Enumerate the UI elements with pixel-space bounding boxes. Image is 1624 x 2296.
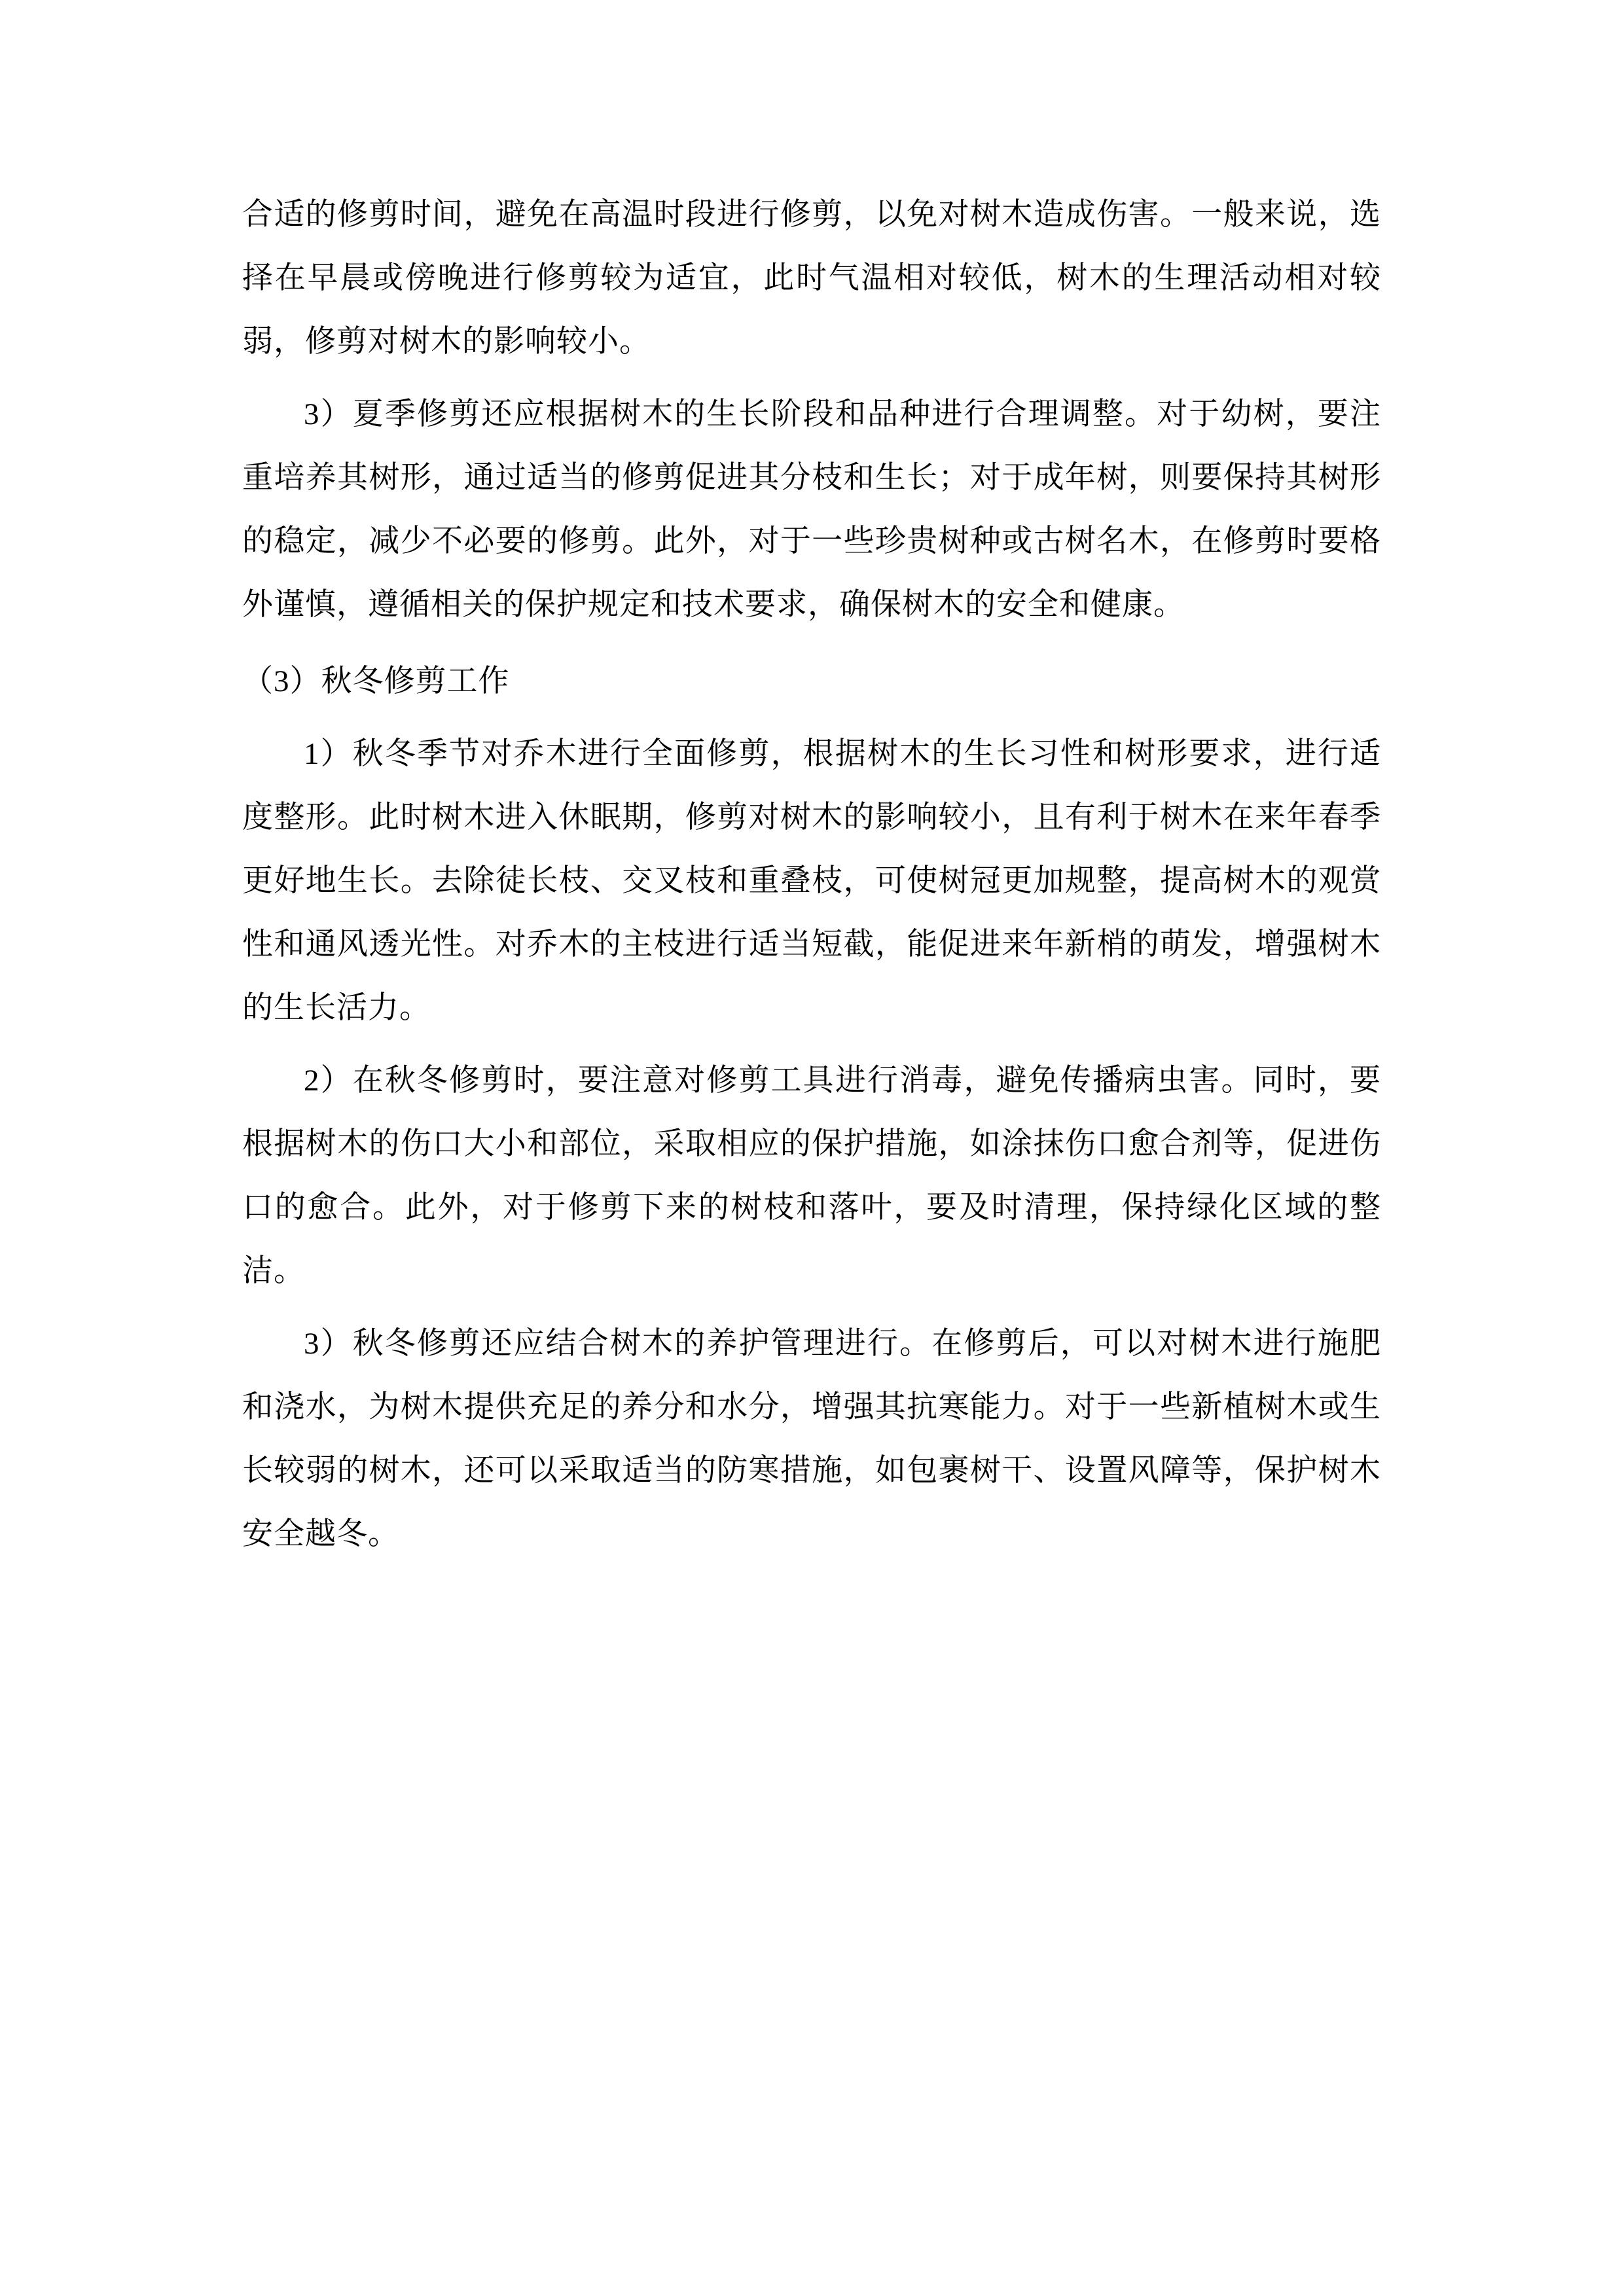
document-text-body <box>242 183 1381 1575</box>
paragraph-summer-item-3: 3）夏季修剪还应根据树木的生长阶段和品种进行合理调整。对于幼树，要注重培养其树形，通过适当的修剪促进其分枝和生长；对于成年树，则要保持其树形的稳定，减少不必要的修剪。此外，对于一些珍贵树种或古树名木，在修剪时要格外谨慎，遵循相关的保护规定和技术要求，确保树木的安全和健康。 <box>242 397 1381 622</box>
paragraph-autumn-winter-item-3: 3）秋冬修剪还应结合树木的养护管理进行。在修剪后，可以对树木进行施肥和浇水，为树木提供充足的养分和水分，增强其抗寒能力。对于一些新植树木或生长较弱的树木，还可以采取适当的防寒措施，如包裹树干、设置风障等，保护树木安全越冬。 <box>242 1327 1381 1551</box>
paragraph-autumn-winter-item-1: 1）秋冬季节对乔木进行全面修剪，根据树木的生长习性和树形要求，进行适度整形。此时树木进入休眠期，修剪对树木的影响较小，且有利于树木在来年春季更好地生长。去除徒长枝、交叉枝和重叠枝，可使树冠更加规整，提高树木的观赏性和通风透光性。对乔木的主枝进行适当短截，能促进来年新梢的萌发，增强树木的生长活力。 <box>242 737 1381 1025</box>
paragraph-autumn-winter-item-2: 2）在秋冬修剪时，要注意对修剪工具进行消毒，避免传播病虫害。同时，要根据树木的伤口大小和部位，采取相应的保护措施，如涂抹伤口愈合剂等，促进伤口的愈合。此外，对于修剪下来的树枝和落叶，要及时清理，保持绿化区域的整洁。 <box>242 1064 1381 1288</box>
section-heading-autumn-winter-pruning: （3）秋冬修剪工作 <box>242 664 510 698</box>
paragraph-summer-continuation: 合适的修剪时间，避免在高温时段进行修剪，以免对树木造成伤害。一般来说，选择在早晨或傍晚进行修剪较为适宜，此时气温相对较低，树木的生理活动相对较弱，修剪对树木的影响较小。 <box>242 198 1381 359</box>
